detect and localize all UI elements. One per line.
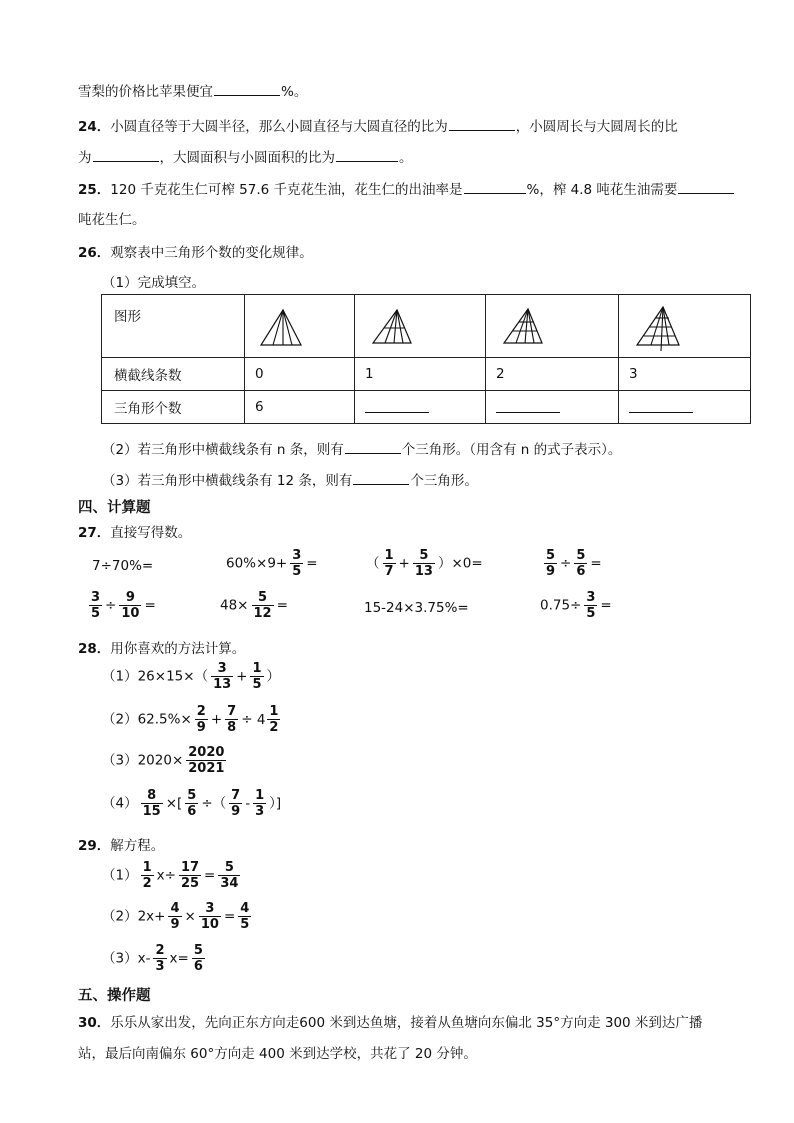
answer-blank[interactable] (93, 147, 159, 162)
q29-item-1: （1） $\frac{1}{2}$ x÷ $\frac{17}{25}$ = $\frac{5}{34}$ (102, 860, 239, 891)
q26-sub1: （1）完成填空。 (102, 275, 206, 291)
q26-sub3: （3）若三角形中横截线条有 12 条，则有 个三角形。 (102, 469, 478, 489)
answer-blank[interactable] (629, 398, 693, 413)
triangle-table (101, 294, 751, 424)
triangles-count: 6 (245, 391, 355, 424)
q27-expr-8: 0.75÷ $\frac{3}{5}$ = (540, 590, 612, 621)
table-header-figure: 图形 (102, 295, 245, 358)
answer-blank[interactable] (336, 147, 398, 162)
q27-expr-3: （ $\frac{1}{7}$ + $\frac{5}{13}$ ）×0= (366, 548, 483, 579)
fraction: $\frac{5}{13}$ (414, 548, 433, 579)
answer-blank[interactable] (345, 439, 401, 454)
fraction: $\frac{1}{7}$ (384, 548, 394, 579)
q29-title: 29．解方程。 (78, 838, 165, 854)
q27-expr-4: $\frac{5}{9}$ ÷ $\frac{5}{6}$ = (546, 548, 602, 579)
q29-item-3: （3）x- $\frac{2}{3}$ x= $\frac{5}{6}$ (102, 943, 203, 974)
fraction: $\frac{9}{10}$ (121, 590, 140, 621)
q26-title: 26．观察表中三角形个数的变化规律。 (78, 245, 313, 261)
triangle-2-lines-icon (498, 307, 546, 349)
q30-line2: 站，最后向南偏东 60°方向走 400 米到达学校，共花了 20 分钟。 (78, 1046, 477, 1062)
fraction: $\frac{1}{3}$ (255, 788, 265, 819)
answer-blank[interactable] (678, 179, 734, 194)
q30-line1: 30．乐乐从家出发，先向正东方向走600 米到达鱼塘，接着从鱼塘向东偏北 35°方向走 300 米到达广播 (78, 1015, 703, 1031)
fraction: $\frac{3}{5}$ (292, 548, 302, 579)
triangle-figure-3 (619, 295, 751, 358)
section-4-heading: 四、计算题 (78, 500, 151, 516)
q28-item-1: （1）26×15×（ $\frac{3}{13}$ + $\frac{1}{5}$ ） (102, 661, 281, 692)
fraction: $\frac{5}{9}$ (546, 548, 556, 579)
q27-expr-5: $\frac{3}{5}$ ÷ $\frac{9}{10}$ = (91, 590, 156, 621)
q27-expr-7: 15-24×3.75%= (364, 600, 469, 616)
q27-title: 27．直接写得数。 (78, 525, 192, 541)
answer-blank[interactable] (449, 116, 515, 131)
q26-sub2: （2）若三角形中横截线条有 n 条，则有 个三角形。（用含有 n 的式子表示）。 (102, 438, 621, 458)
fraction: $\frac{1}{2}$ (142, 860, 152, 891)
triangles-count-cell (486, 391, 619, 424)
fraction: $\frac{17}{25}$ (180, 860, 200, 891)
fraction: $\frac{2020}{2021}$ (188, 745, 225, 776)
answer-blank[interactable] (353, 470, 409, 485)
triangle-3-lines-icon (631, 303, 683, 353)
q28-title: 28．用你喜欢的方法计算。 (78, 641, 246, 657)
fraction: $\frac{3}{13}$ (213, 661, 232, 692)
fraction: $\frac{8}{15}$ (142, 788, 161, 819)
section-5-heading: 五、操作题 (78, 988, 151, 1004)
fraction: $\frac{7}{8}$ (227, 704, 237, 735)
q29-item-2: （2）2x+ $\frac{4}{9}$ × $\frac{3}{10}$ = $\frac{4}{5}$ (102, 901, 250, 932)
q27-expr-1: 7÷70%= (92, 558, 154, 574)
fraction: $\frac{4}{5}$ (240, 901, 250, 932)
fraction: $\frac{1}{5}$ (252, 661, 262, 692)
lines-count: 2 (486, 358, 619, 391)
lines-count: 1 (355, 358, 486, 391)
fraction: $\frac{5}{6}$ (187, 788, 197, 819)
triangle-1-line-icon (367, 307, 415, 349)
lines-count: 0 (245, 358, 355, 391)
fraction: $\frac{3}{10}$ (200, 901, 219, 932)
answer-blank[interactable] (365, 398, 429, 413)
triangle-figure-0 (245, 295, 355, 358)
q25-line1: 25．120 千克花生仁可榨 57.6 千克花生油，花生仁的出油率是 %，榨 4.8 吨花生油需要 (78, 178, 735, 198)
q27-expr-6: 48× $\frac{5}{12}$ = (220, 590, 288, 621)
q28-item-2: （2）62.5%× $\frac{2}{9}$ + $\frac{7}{8}$ ÷ 4 $\frac{1}{2}$ (102, 704, 283, 735)
fraction: $\frac{5}{6}$ (193, 943, 203, 974)
fraction: $\frac{5}{6}$ (576, 548, 586, 579)
lines-count: 3 (619, 358, 751, 391)
triangle-figure-2 (486, 295, 619, 358)
fraction: $\frac{3}{5}$ (586, 590, 596, 621)
q23-tail: 雪梨的价格比苹果便宜 %。 (78, 80, 307, 100)
fraction: $\frac{2}{9}$ (196, 704, 206, 735)
q28-item-3: （3）2020× $\frac{2020}{2021}$ (102, 745, 225, 776)
answer-blank[interactable] (464, 179, 526, 194)
fraction: $\frac{5}{34}$ (220, 860, 239, 891)
q27-expr-2: 60%×9+ $\frac{3}{5}$ = (226, 548, 318, 579)
triangle-0-lines-icon (257, 307, 305, 349)
fraction: $\frac{2}{3}$ (155, 943, 165, 974)
answer-blank[interactable] (214, 81, 280, 96)
row-label-lines: 横截线条数 (102, 358, 245, 391)
fraction: $\frac{5}{12}$ (253, 590, 272, 621)
q28-item-4: （4） $\frac{8}{15}$ ×[ $\frac{5}{6}$ ÷（ $\frac{7}{9}$ - $\frac{1}{3}$ ）] (102, 788, 282, 819)
q24-line1: 24．小圆直径等于大圆半径，那么小圆直径与大圆直径的比为 ，小圆周长与大圆周长的比 (78, 115, 678, 135)
fraction: $\frac{3}{5}$ (91, 590, 101, 621)
fraction: $\frac{1}{2}$ (269, 704, 279, 735)
fraction: $\frac{7}{9}$ (231, 788, 241, 819)
q25-line2: 吨花生仁。 (78, 212, 146, 228)
mixed-number: 4 $\frac{1}{2}$ (256, 704, 279, 735)
q24-line2: 为 ，大圆面积与小圆面积的比为 。 (78, 146, 413, 166)
triangles-count-cell (355, 391, 486, 424)
fraction: $\frac{4}{9}$ (170, 901, 180, 932)
triangle-figure-1 (355, 295, 486, 358)
answer-blank[interactable] (496, 398, 560, 413)
row-label-triangles: 三角形个数 (102, 391, 245, 424)
triangles-count-cell (619, 391, 751, 424)
